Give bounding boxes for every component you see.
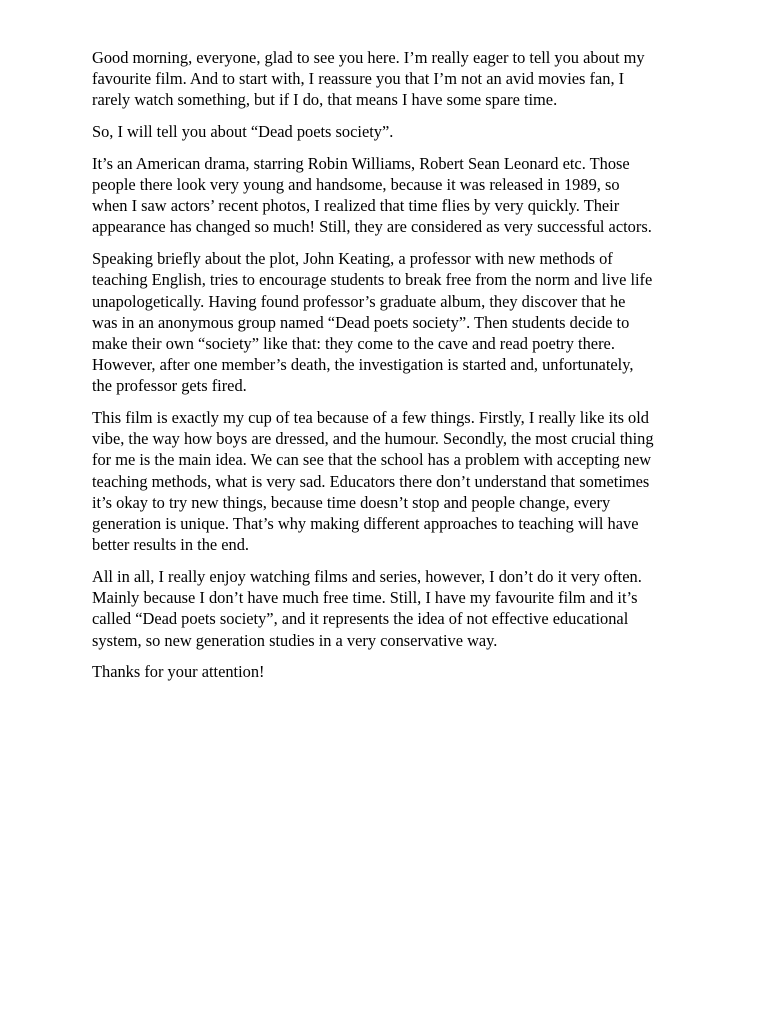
paragraph-cast: It’s an American drama, starring Robin Williams, Robert Sean Leonard etc. Those people there look very young and handsome, because it was released in 1989, so when I saw actors’ recent photos, I realized that time flies by very quickly. Their appearance has changed so much! Still, they are considered as very successful actors. [92, 153, 652, 237]
paragraph-closing: Thanks for your attention! [92, 662, 265, 682]
paragraph-opinion: This film is exactly my cup of tea because of a few things. Firstly, I really like its old vibe, the way how boys are dressed, and the humour. Secondly, the most crucial thing for me is the main idea. We can see that the school has a problem with accepting new teaching methods, what is very sad. Educators there don’t understand that sometimes it’s okay to try new things, because time doesn’t stop and people change, every generation is unique. That’s why making different approaches to teaching will have better results in the end. [92, 408, 654, 555]
document-body [92, 47, 728, 693]
paragraph-plot: Speaking briefly about the plot, John Keating, a professor with new methods of teaching English, tries to encourage students to break free from the norm and live life unapologetically. Having found professor’s graduate album, they discover that he was in an anonymous group named “Dead poets society”. Then students decide to make their own “society” like that: they come to the cave and read poetry there. However, after one member’s death, the investigation is started and, unfortunately, the professor gets fired. [92, 249, 653, 396]
paragraph-film-title: So, I will tell you about “Dead poets society”. [92, 122, 394, 142]
paragraph-conclusion: All in all, I really enjoy watching films and series, however, I don’t do it very often. Mainly because I don’t have much free time. Still, I have my favourite film and it’s called “Dead poets society”, and it represents the idea of not effective educational system, so new generation studies in a very conservative way. [92, 566, 642, 650]
paragraph-greeting: Good morning, everyone, glad to see you here. I’m really eager to tell you about my favourite film. And to start with, I reassure you that I’m not an avid movies fan, I rarely watch something, but if I do, that means I have some spare time. [92, 48, 645, 110]
